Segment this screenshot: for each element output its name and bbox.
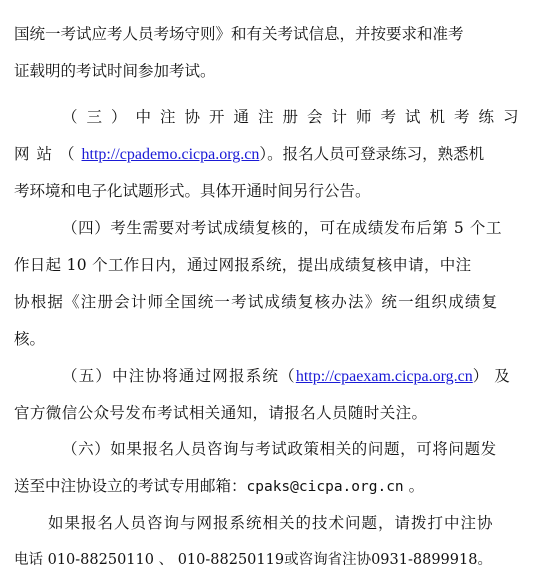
text-span: （五）中注协将通过网报系统（: [62, 367, 296, 385]
paragraph-5-line-2: [14, 476, 424, 497]
paragraph-2-line-3: 考环境和电子化试题形式。具体开通时间另行公告。: [14, 182, 371, 200]
paragraph-3-line-2: 作日起 10 个工作日内，通过网报系统，提出成绩复核申请，中注: [14, 256, 472, 274]
paragraph-1-line-2: 证载明的考试时间参加考试。: [14, 62, 216, 80]
paragraph-3-line-4: 核。: [14, 330, 46, 348]
paragraph-2-line-2: [14, 144, 534, 165]
cpademo-link[interactable]: http://cpademo.cicpa.org.cn: [81, 146, 260, 163]
text-span: 送至中注协设立的考试专用邮箱：: [14, 477, 247, 495]
text-span: 国统一考试应考人员考场守则》和有关考试信息，并按要求和准考: [14, 25, 464, 43]
paragraph-1-line-1: [14, 24, 538, 44]
paragraph-6-line-1: 如果报名人员咨询与网报系统相关的技术问题，请拨打中注协: [48, 514, 494, 532]
text-span: ）及: [472, 367, 516, 385]
paragraph-3-line-1: （四）考生需要对考试成绩复核的，可在成绩发布后第 5 个工: [62, 219, 503, 237]
paragraph-2-line-1: （三）中注协开通注册会计师考试机考练习: [62, 108, 528, 126]
text-span: ）。报名人员可登录练习，熟悉机: [259, 145, 485, 163]
paragraph-6-line-2: 电话 010-88250110 、 010-88250119或咨询省注协0931-8899918。: [14, 552, 492, 568]
paragraph-4-line-1: [62, 366, 516, 387]
paragraph-5-line-1: （六）如果报名人员咨询与考试政策相关的问题，可将问题发: [62, 440, 497, 458]
paragraph-3-line-3: 协根据《注册会计师全国统一考试成绩复核办法》统一组织成绩复: [14, 293, 499, 311]
text-span: 。: [403, 477, 425, 495]
cpaexam-link[interactable]: http://cpaexam.cicpa.org.cn: [295, 368, 473, 385]
paragraph-4-line-2: 官方微信公众号发布考试相关通知，请报名人员随时关注。: [14, 404, 428, 422]
text-span: 网站（: [14, 145, 82, 163]
email-address: cpaks@cicpa.org.cn: [246, 479, 404, 495]
